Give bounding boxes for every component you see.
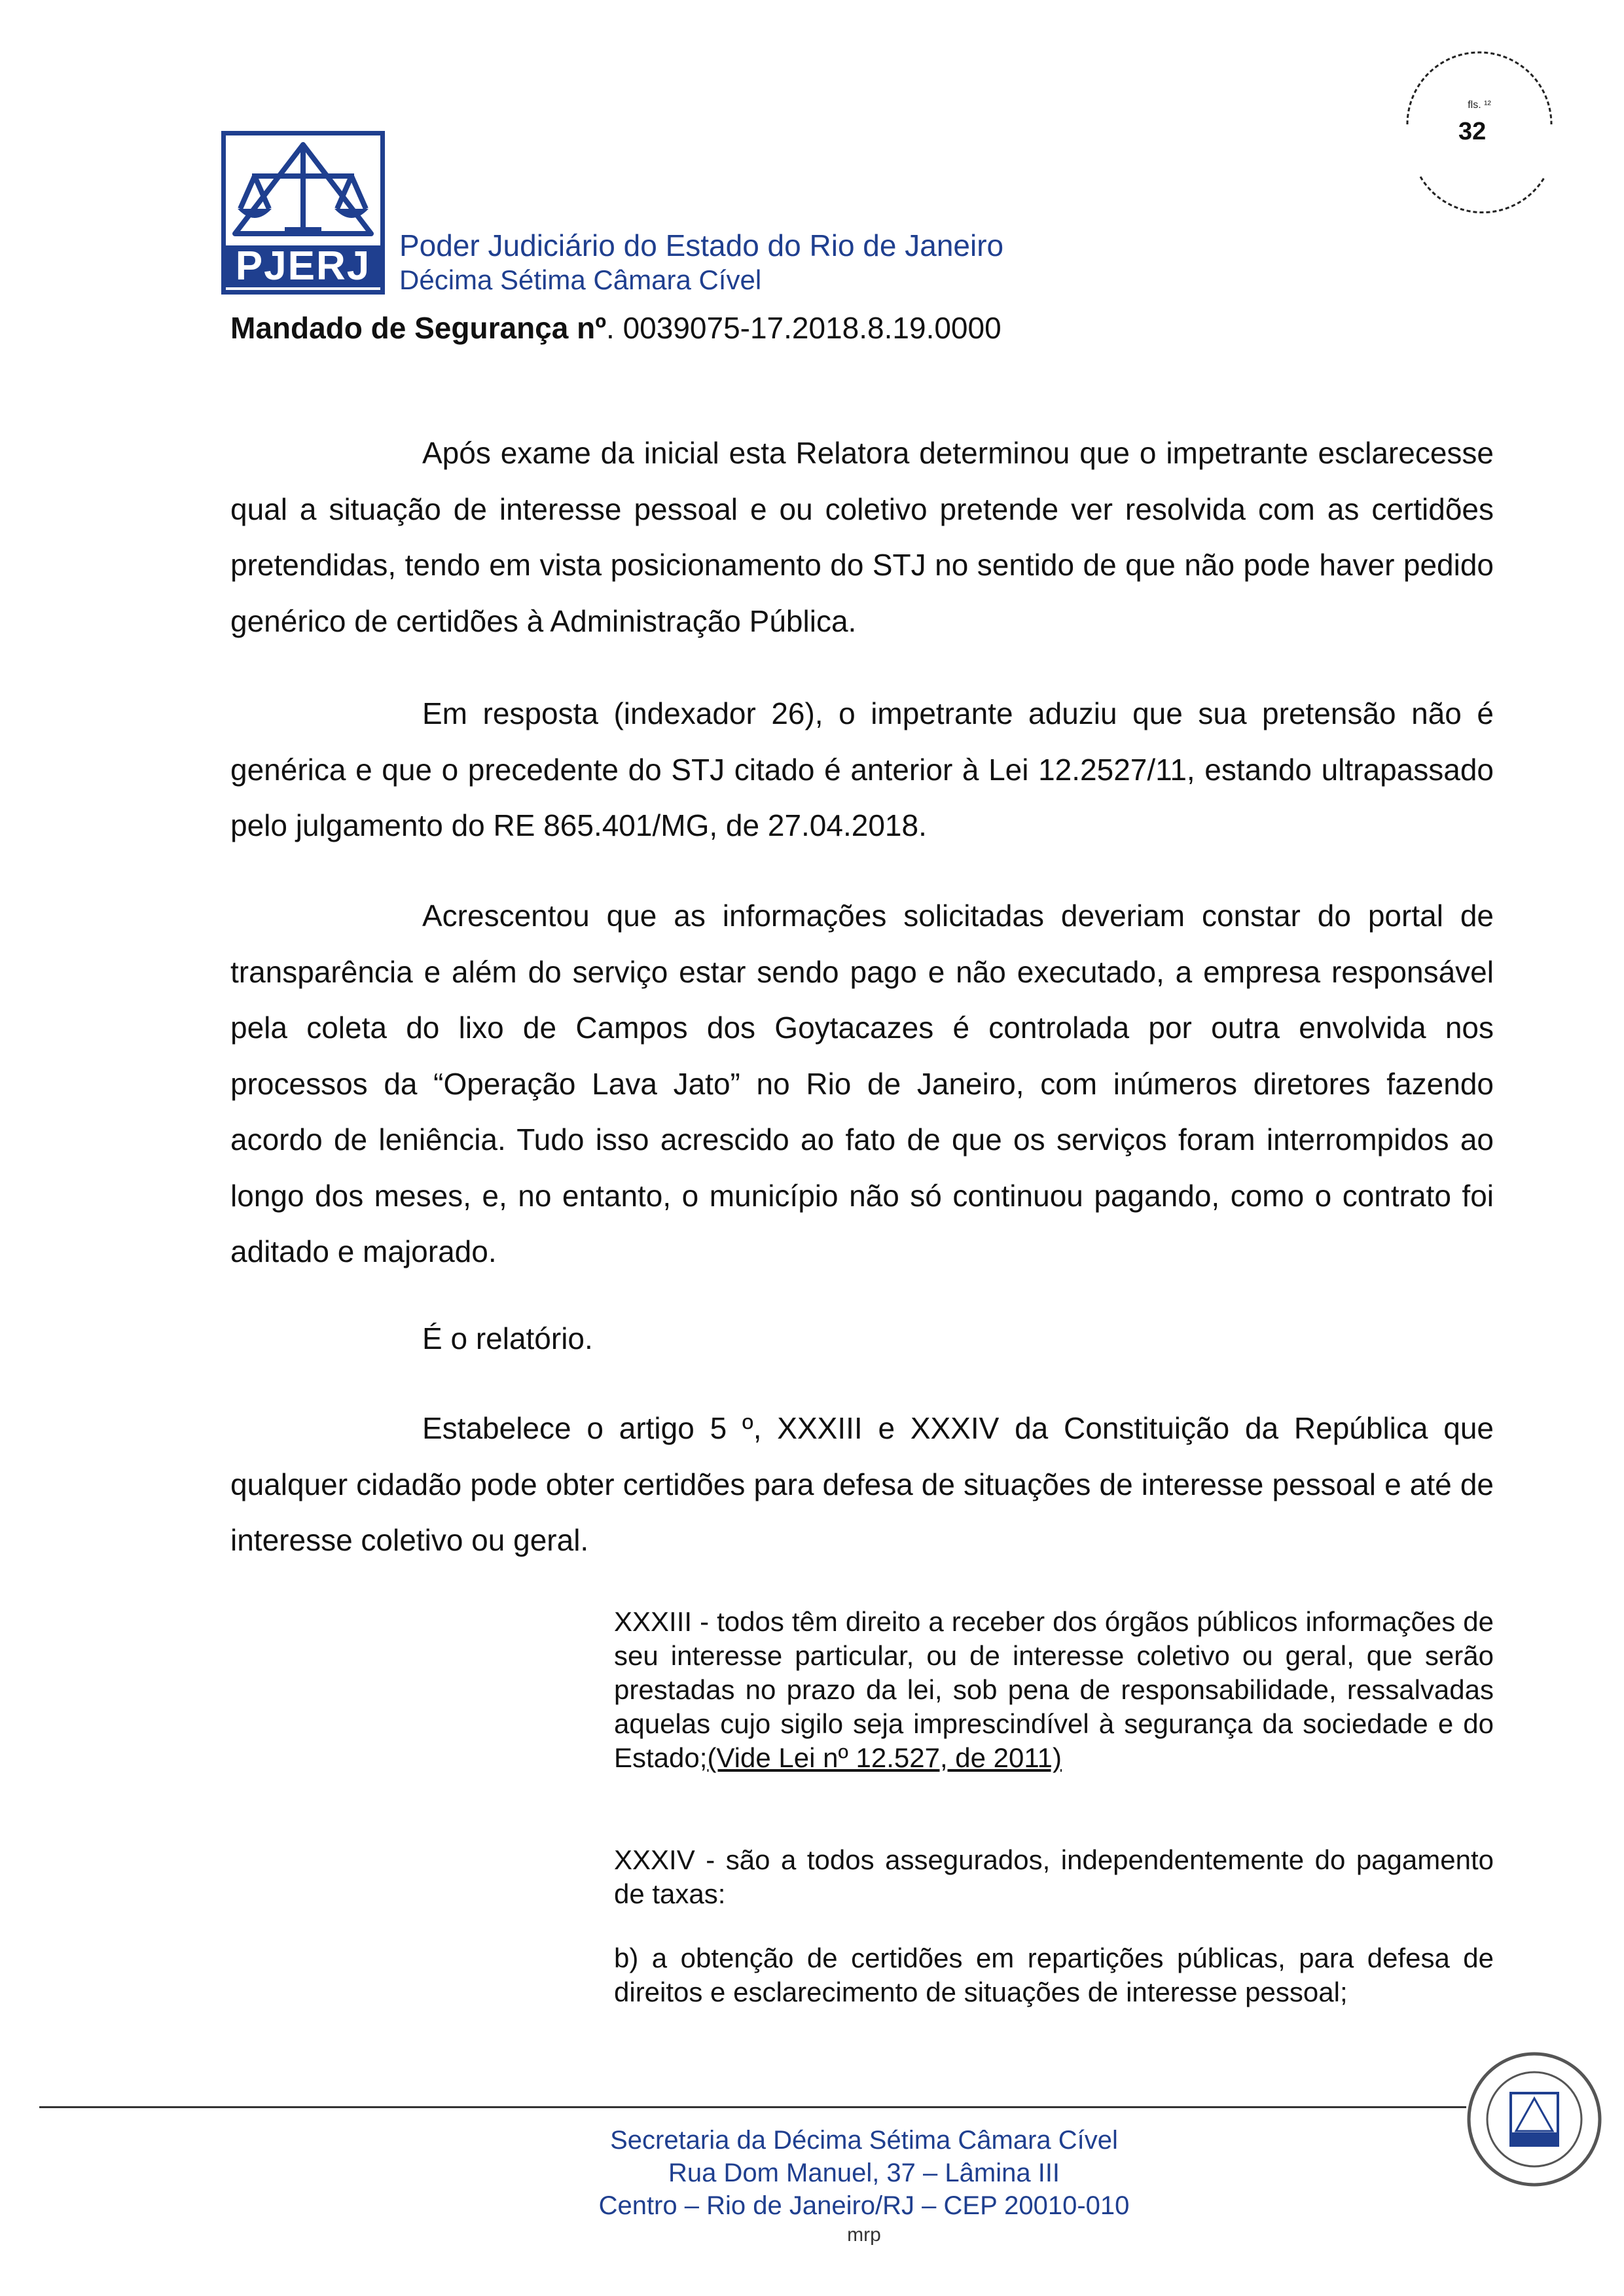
quote-item-b: b) a obtenção de certidões em repartições públicas, para defesa de direitos e esclarecimento de situações de interesse pessoal; (614, 1943, 1494, 2007)
chamber-name: Décima Sétima Câmara Cível (399, 264, 762, 295)
page-number: 32 (1458, 118, 1487, 145)
paragraph-3: Acrescentou que as informações solicitadas deveriam constar do portal de transparência e além do serviço estar sendo pago e não executado, a empresa responsável pela coleta do lixo de Campos dos Goytacazes é controlada por outra envolvida nos processos da “Operação Lava Jato” no Rio de Janeiro, com inúmeros diretores fazendo acordo de leniência. Tudo isso acrescido ao fato de que os serviços foram interrompidos ao longo dos meses, e, no entanto, o município não só continuou pagando, como o contrato foi aditado e majorado. (230, 899, 1494, 1268)
svg-text:fls. ¹²: fls. ¹² (1468, 99, 1491, 111)
footer-secretariat: Secretaria da Décima Sétima Câmara Cível (610, 2126, 1118, 2155)
digital-signature-seal-icon (1464, 2049, 1605, 2190)
vide-lei-link[interactable]: (Vide Lei nº 12.527, de 2011) (707, 1742, 1062, 1773)
paragraph-2: Em resposta (indexador 26), o impetrante aduziu que sua pretensão não é genérica e que o precedente do STJ citado é anterior à Lei 12.2527/11, estando ultrapassado pelo julgamento do RE 865.401/MG, de 27.04.2018. (230, 696, 1494, 842)
footer-initials: mrp (847, 2224, 881, 2246)
footer-divider (39, 2106, 1466, 2108)
court-name: Poder Judiciário do Estado do Rio de Janeiro (399, 228, 1004, 262)
case-reference (230, 310, 1001, 346)
quote-xxxiii: XXXIII - todos têm direito a receber dos órgãos públicos informações de seu interesse particular, ou de interesse coletivo ou geral, que serão prestadas no prazo da lei, sob pena de responsabilidade, ressalvadas aquelas cujo sigilo seja imprescindível à segurança da sociedade e do Estado;(Vide Lei nº 12.527, de 2011) (614, 1606, 1494, 1773)
case-label: Mandado de Segurança nº (230, 311, 607, 345)
case-number: . 0039075-17.2018.8.19.0000 (606, 311, 1001, 345)
scales-of-justice-icon (226, 135, 380, 247)
footer-city: Centro – Rio de Janeiro/RJ – CEP 20010-010 (598, 2191, 1130, 2220)
logo-wordmark: PJERJ (226, 245, 380, 287)
paragraph-5: Estabelece o artigo 5 º, XXXIII e XXXIV da Constituição da República que qualquer cidadão pode obter certidões para defesa de situações de interesse pessoal e até de interesse coletivo ou geral. (230, 1411, 1494, 1557)
footer-street: Rua Dom Manuel, 37 – Lâmina III (668, 2159, 1060, 2187)
paragraph-4: É o relatório. (422, 1321, 593, 1355)
quote-xxxiv: XXXIV - são a todos assegurados, independentemente do pagamento de taxas: (614, 1844, 1494, 1909)
pjerj-logo (221, 131, 385, 295)
paragraph-1: Após exame da inicial esta Relatora determinou que o impetrante esclarecesse qual a situação de interesse pessoal e ou coletivo pretende ver resolvida com as certidões pretendidas, tendo em vista posicionamento do STJ no sentido de que não pode haver pedido genérico de certidões à Administração Pública. (230, 436, 1494, 638)
